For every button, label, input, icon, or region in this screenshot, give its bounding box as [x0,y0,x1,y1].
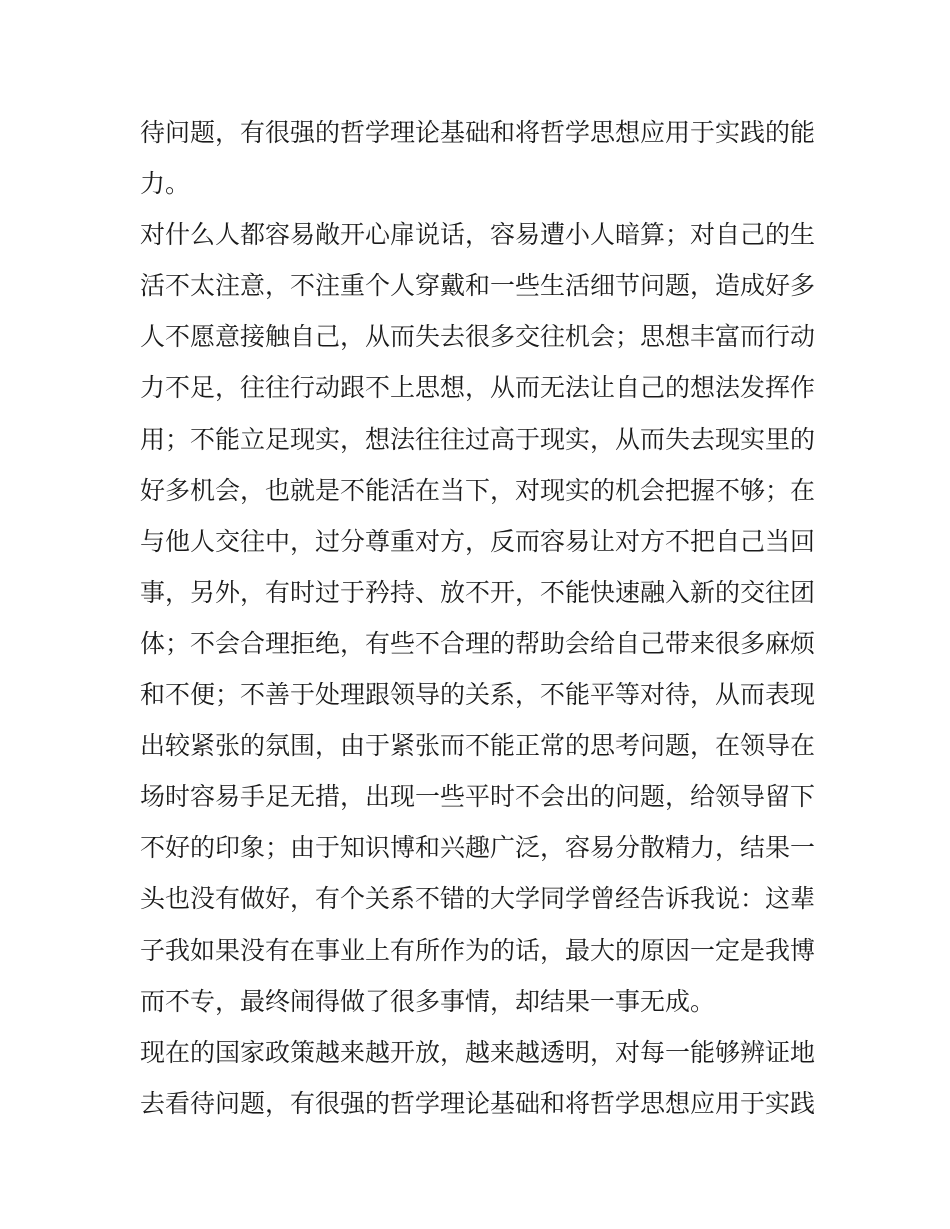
text-line: 活不太注意，不注重个人穿戴和一些生活细节问题，造成好多 [140,271,816,301]
text-line: 现在的国家政策越来越开放，越来越透明，对每一能够辨证地 [140,1037,816,1067]
text-line: 出较紧张的氛围，由于紧张而不能正常的思考问题，在领导在 [140,731,816,761]
text-line: 去看待问题，有很强的哲学理论基础和将哲学思想应用于实践 [140,1088,816,1118]
text-line: 力不足，往往行动跟不上思想，从而无法让自己的想法发挥作 [140,373,816,403]
text-line: 而不专，最终闹得做了很多事情，却结果一事无成。 [140,986,716,1016]
text-line: 事，另外，有时过于矜持、放不开，不能快速融入新的交往团 [140,577,816,607]
text-line: 好多机会，也就是不能活在当下，对现实的机会把握不够；在 [140,475,816,505]
text-line: 与他人交往中，过分尊重对方，反而容易让对方不把自己当回 [140,526,816,556]
text-line: 体；不会合理拒绝，有些不合理的帮助会给自己带来很多麻烦 [140,628,816,658]
body-text [140,107,820,1129]
text-line: 用；不能立足现实，想法往往过高于现实，从而失去现实里的 [140,424,816,454]
text-line: 不好的印象；由于知识博和兴趣广泛，容易分散精力，结果一 [140,833,816,863]
text-line: 场时容易手足无措，出现一些平时不会出的问题，给领导留下 [140,782,816,812]
text-line: 力。 [140,169,191,199]
text-line: 待问题，有很强的哲学理论基础和将哲学思想应用于实践的能 [140,118,816,147]
text-line: 人不愿意接触自己，从而失去很多交往机会；思想丰富而行动 [140,322,816,352]
text-line: 和不便；不善于处理跟领导的关系，不能平等对待，从而表现 [140,680,816,710]
text-line: 对什么人都容易敞开心扉说话，容易遭小人暗算；对自己的生 [140,220,816,250]
text-line: 头也没有做好，有个关系不错的大学同学曾经告诉我说：这辈 [140,884,816,914]
text-line: 子我如果没有在事业上有所作为的话，最大的原因一定是我博 [140,935,816,965]
